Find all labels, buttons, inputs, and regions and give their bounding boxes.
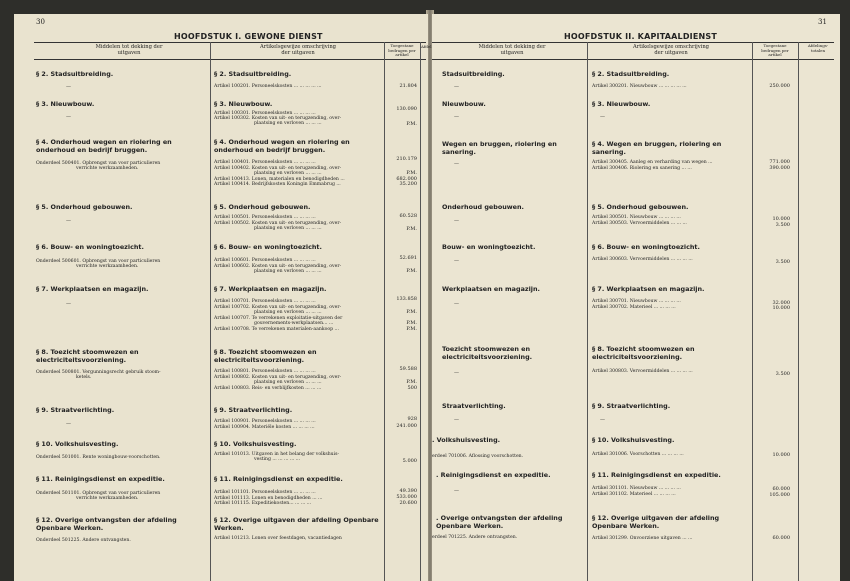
amount: 3.500 — [775, 259, 790, 265]
section-heading: § 10. Volkshuisvesting. — [592, 436, 675, 444]
article-line: Artikel 100201. Personeelskosten ... ... ... ... ... — [214, 84, 322, 89]
section-heading: § 2. Stadsuitbreiding. — [592, 70, 670, 78]
article-line: Artikel 101101. Personeelskosten ... ... ... ... — [214, 490, 316, 495]
section-heading: Werkplaatsen en magazijn. — [442, 285, 540, 293]
article-line: Artikel 100401. Personeelskosten ... ... ... ... — [214, 160, 316, 165]
dash: — — [454, 161, 459, 167]
article-line: Artikel 100802. Kosten van uit- en terugzending, over- — [214, 375, 342, 380]
section-heading: § 6. Bouw- en woningtoezicht. — [36, 243, 144, 251]
left-page — [14, 14, 432, 581]
article-line: Artikel 100302. Kosten van uit- en terugzending, over- — [214, 116, 342, 121]
section-heading: § 12. Overige ontvangsten der afdeling Openbare Werken. — [36, 516, 177, 532]
article-line: plaatsing en verloven ... ... ... — [254, 121, 322, 126]
column-header-articles: Artikelsgewijze omschrijving der uitgaven — [632, 44, 709, 56]
section-heading: Toezicht stoomwezen en electriciteitsvoorziening. — [442, 345, 533, 361]
amount: 32.000 — [772, 300, 790, 306]
amount: 60.000 — [772, 486, 790, 492]
article-line: Artikel 301102. Materieel ... ... ... ... — [592, 492, 676, 497]
article-line: Artikel 100701. Personeelskosten ... ... ... ... — [214, 299, 316, 304]
section-heading: § 6. Bouw- en woningtoezicht. — [592, 243, 700, 251]
section-heading: . Overige ontvangsten der afdeling Openbare Werken. — [436, 514, 563, 530]
column-header-settled: Afdel — [421, 44, 432, 49]
dash: — — [454, 258, 459, 264]
article-line: Artikel 100707. Te verrekenen exploitatie-uitgaven der — [214, 316, 343, 321]
amount: 35.200 — [399, 181, 417, 187]
article-line: Artikel 100414. Bedrijfskosten Koningin Emmabrug ... — [214, 182, 341, 187]
amount: P.M. — [406, 226, 417, 232]
section-heading: § 9. Straatverlichting. — [592, 402, 671, 410]
chapter-title-right: HOOFDSTUK II. KAPITAALDIENST — [564, 32, 718, 41]
amount: 105.000 — [769, 492, 790, 498]
dash: — — [454, 114, 459, 120]
column-header-articles: Artikelsgewijze omschrijving der uitgaven — [259, 44, 336, 56]
section-heading: Straatverlichting. — [442, 402, 506, 410]
subdivision-line: Onderdeel 500401. Opbrengst van voor particulieren — [36, 161, 161, 166]
column-divider — [420, 42, 421, 581]
page-number-left: 30 — [36, 18, 45, 26]
section-heading: Nieuwbouw. — [442, 100, 486, 108]
article-line: plaatsing en verloven ... ... ... — [254, 171, 322, 176]
subdivision-line: verrichte werkzaamheden. — [76, 496, 139, 501]
amount: P.M. — [406, 121, 417, 127]
section-heading: § 12. Overige uitgaven der afdeling Openbare Werken. — [214, 516, 379, 532]
article-line: Artikel 300406. Riolering en sanering ... ... — [592, 166, 692, 171]
amount: 10.000 — [772, 216, 790, 222]
article-line: Artikel 100803. Reis- en verblijfkosten ... ... ... — [214, 386, 322, 391]
article-line: Artikel 100402. Kosten van uit- en terugzending, over- — [214, 166, 342, 171]
section-heading: § 4. Onderhoud wegen en riolering en onderhoud en bedrijf bruggen. — [36, 138, 172, 154]
amount: 52.691 — [399, 255, 417, 261]
section-heading: § 3. Nieuwbouw. — [36, 100, 95, 108]
article-line: plaatsing en verloven ... ... ... — [254, 269, 322, 274]
column-divider — [752, 42, 753, 581]
section-heading: § 3. Nieuwbouw. — [214, 100, 273, 108]
article-line: Artikel 100702. Kosten van uit- en terugzending, over- — [214, 305, 342, 310]
article-line: Artikel 100708. Te verrekenen materialen-aankoop ... — [214, 327, 339, 332]
article-line: Artikel 100502. Kosten van uit- en terugzending, over- — [214, 221, 342, 226]
article-line: Artikel 100301. Personeelskosten ... ... ... ... — [214, 111, 316, 116]
column-header-settled: Afdelings- totalen — [807, 43, 829, 53]
subdivision-line: ketels. — [76, 375, 92, 380]
article-line: Artikel 101113. Lonen en benodigdheden ... ... — [214, 496, 323, 501]
header-rule — [432, 59, 834, 60]
amount: 682.000 — [396, 176, 417, 182]
dash: — — [454, 301, 459, 307]
amount: 250.000 — [769, 83, 790, 89]
article-line: Artikel 301101. Nieuwbouw ... ... ... ... — [592, 486, 681, 491]
article-line: Artikel 100413. Lonen, materialen en benodigdheden ... — [214, 177, 345, 182]
article-line: vesting ... ... ... ... ... — [254, 457, 301, 462]
amount: 210.179 — [396, 156, 417, 162]
dash: — — [66, 84, 71, 90]
article-line: plaatsing en verloven ... ... ... — [254, 380, 322, 385]
article-line: Artikel 101115. Expeditiekosten... ... ... ... — [214, 501, 312, 506]
subdivision-line: erdeel 701225. Andere ontvangsten. — [432, 535, 518, 540]
article-line: Artikel 101013. Uitgaven in het belang der volkshuis- — [214, 452, 339, 457]
amount: 133.858 — [396, 296, 417, 302]
subdivision-line: Onderdeel 501001. Rente woningbouw-voorschotten. — [36, 455, 161, 460]
amount: 3.500 — [775, 371, 790, 377]
section-heading: § 3. Nieuwbouw. — [592, 100, 651, 108]
amount: P.M. — [406, 309, 417, 315]
section-heading: § 5. Onderhoud gebouwen. — [214, 203, 311, 211]
amount: P.M. — [406, 268, 417, 274]
section-heading: § 10. Volkshuisvesting. — [214, 440, 297, 448]
article-line: plaatsing en verloven ... ... ... — [254, 310, 322, 315]
amount: 21.804 — [399, 83, 417, 89]
amount: 60.528 — [399, 213, 417, 219]
article-line: Artikel 300501. Nieuwbouw ... ... ... ... — [592, 215, 681, 220]
article-line: Artikel 300201. Nieuwbouw ... ... ... ... ... — [592, 84, 687, 89]
section-heading: Stadsuitbreiding. — [442, 70, 505, 78]
amount: 10.000 — [772, 305, 790, 311]
amount: 130.090 — [396, 106, 417, 112]
dash: — — [454, 417, 459, 423]
dash: — — [454, 370, 459, 376]
column-divider — [210, 42, 211, 581]
amount: 60.000 — [772, 535, 790, 541]
amount: P.M. — [406, 379, 417, 385]
amount: 241.000 — [396, 423, 417, 429]
section-heading: § 11. Reinigingsdienst en expeditie. — [592, 471, 721, 479]
section-heading: Onderhoud gebouwen. — [442, 203, 524, 211]
article-line: Artikel 301299. Onvoorziene uitgaven ... ... — [592, 536, 693, 541]
section-heading: § 2. Stadsuitbreiding. — [36, 70, 114, 78]
column-header-granted: Toegestane bedragen per artikel — [761, 43, 789, 58]
article-line: gouvernements-werkplaatsen... ... — [254, 321, 334, 326]
dash: — — [66, 421, 71, 427]
article-line: Artikel 300405. Aanleg en verharding van wegen ... — [592, 160, 713, 165]
dash: — — [600, 114, 605, 120]
article-line: Artikel 100601. Personeelskosten ... ... ... ... — [214, 258, 316, 263]
section-heading: Wegen en bruggen, riolering en sanering. — [442, 140, 557, 156]
subdivision-line: erdeel 701006. Aflossing voorschotten. — [432, 454, 524, 459]
chapter-title-left: HOOFDSTUK I. GEWONE DIENST — [174, 32, 323, 41]
article-line: Artikel 301006. Voorschotten ... ... ... ... — [592, 452, 684, 457]
section-heading: § 12. Overige uitgaven der afdeling Openbare Werken. — [592, 514, 720, 530]
subdivision-line: Onderdeel 501101. Opbrengst van voor particulieren — [36, 491, 161, 496]
section-heading: § 11. Reinigingsdienst en expeditie. — [214, 475, 343, 483]
header-rule — [34, 42, 426, 43]
amount: 771.000 — [769, 159, 790, 165]
section-heading: § 6. Bouw- en woningtoezicht. — [214, 243, 322, 251]
page-number-right: 31 — [818, 18, 827, 26]
dash: — — [454, 488, 459, 494]
amount: 533.000 — [396, 494, 417, 500]
article-line: Artikel 100904. Materiële kosten ... ... ... ... — [214, 425, 315, 430]
amount: 3.500 — [775, 222, 790, 228]
section-heading: § 5. Onderhoud gebouwen. — [592, 203, 689, 211]
article-line: Artikel 300701. Nieuwbouw ... ... ... ... — [592, 299, 681, 304]
article-line: plaatsing en verloven ... ... ... — [254, 226, 322, 231]
column-divider — [798, 42, 799, 581]
article-line: Artikel 300803. Vervoermiddelen ... ... ... ... — [592, 369, 693, 374]
section-heading: § 7. Werkplaatsen en magazijn. — [214, 285, 327, 293]
amount: 59.588 — [399, 366, 417, 372]
article-line: Artikel 300702. Materieel ... ... ... ... — [592, 305, 676, 310]
subdivision-line: Onderdeel 501225. Andere ontvangsten. — [36, 538, 131, 543]
subdivision-line: verrichte werkzaamheden. — [76, 264, 139, 269]
dash: — — [66, 218, 71, 224]
subdivision-line: verrichte werkzaamheden. — [76, 166, 139, 171]
dash: — — [66, 301, 71, 307]
column-header-granted: Toegestane bedragen per artikel — [388, 43, 416, 58]
section-heading: § 10. Volkshuisvesting. — [36, 440, 119, 448]
dash: — — [66, 114, 71, 120]
column-divider — [587, 42, 588, 581]
dash: — — [454, 84, 459, 90]
amount: P.M. — [406, 170, 417, 176]
section-heading: § 9. Straatverlichting. — [36, 406, 115, 414]
section-heading: § 9. Straatverlichting. — [214, 406, 293, 414]
dash: — — [454, 218, 459, 224]
amount: 928 — [407, 416, 417, 422]
amount: P.M. — [406, 326, 417, 332]
article-line: Artikel 100602. Kosten van uit- en terugzending, over- — [214, 264, 342, 269]
section-heading: § 5. Onderhoud gebouwen. — [36, 203, 133, 211]
article-line: Artikel 300603. Vervoermiddelen ... ... ... ... — [592, 257, 693, 262]
amount: 49.390 — [399, 488, 417, 494]
column-header-means: Middelen tot dekking der uitgaven — [478, 44, 546, 56]
dash: — — [600, 417, 605, 423]
amount: 5.000 — [402, 458, 417, 464]
article-line: Artikel 300503. Vervoermiddelen ... ... ... — [592, 221, 687, 226]
subdivision-line: Onderdeel 500601. Opbrengst van voor particulieren — [36, 259, 161, 264]
amount: 500 — [407, 385, 417, 391]
section-heading: § 11. Reinigingsdienst en expeditie. — [36, 475, 165, 483]
amount: 10.000 — [772, 452, 790, 458]
subdivision-line: Onderdeel 500801. Vergunningsrecht gebruik stoom- — [36, 370, 161, 375]
section-heading: . Volkshuisvesting. — [432, 436, 501, 444]
article-line: Artikel 100901. Personeelskosten ... ... ... ... — [214, 419, 316, 424]
section-heading: . Reinigingsdienst en expeditie. — [436, 471, 551, 479]
amount: P.M. — [406, 320, 417, 326]
amount: 20.600 — [399, 500, 417, 506]
section-heading: Bouw- en woningtoezicht. — [442, 243, 536, 251]
section-heading: § 2. Stadsuitbreiding. — [214, 70, 292, 78]
amount: 390.000 — [769, 165, 790, 171]
article-line: Artikel 100501. Personeelskosten ... ... ... ... — [214, 215, 316, 220]
section-heading: § 7. Werkplaatsen en magazijn. — [592, 285, 705, 293]
section-heading: § 8. Toezicht stoomwezen en electriciteitsvoorziening. — [592, 345, 695, 361]
section-heading: § 4. Onderhoud wegen en riolering en onderhoud en bedrijf bruggen. — [214, 138, 350, 154]
section-heading: § 8. Toezicht stoomwezen en electriciteitsvoorziening. — [36, 348, 139, 364]
right-page — [432, 14, 840, 581]
column-header-means: Middelen tot dekking der uitgaven — [95, 44, 163, 56]
article-line: Artikel 100801. Personeelskosten ... ... ... ... — [214, 369, 316, 374]
section-heading: § 4. Wegen en bruggen, riolering en sanering. — [592, 140, 722, 156]
section-heading: § 7. Werkplaatsen en magazijn. — [36, 285, 149, 293]
section-heading: § 8. Toezicht stoomwezen en electriciteitsvoorziening. — [214, 348, 317, 364]
header-rule — [34, 59, 426, 60]
article-line: Artikel 101213. Lonen over feestdagen, vacantiedagen — [214, 536, 342, 541]
